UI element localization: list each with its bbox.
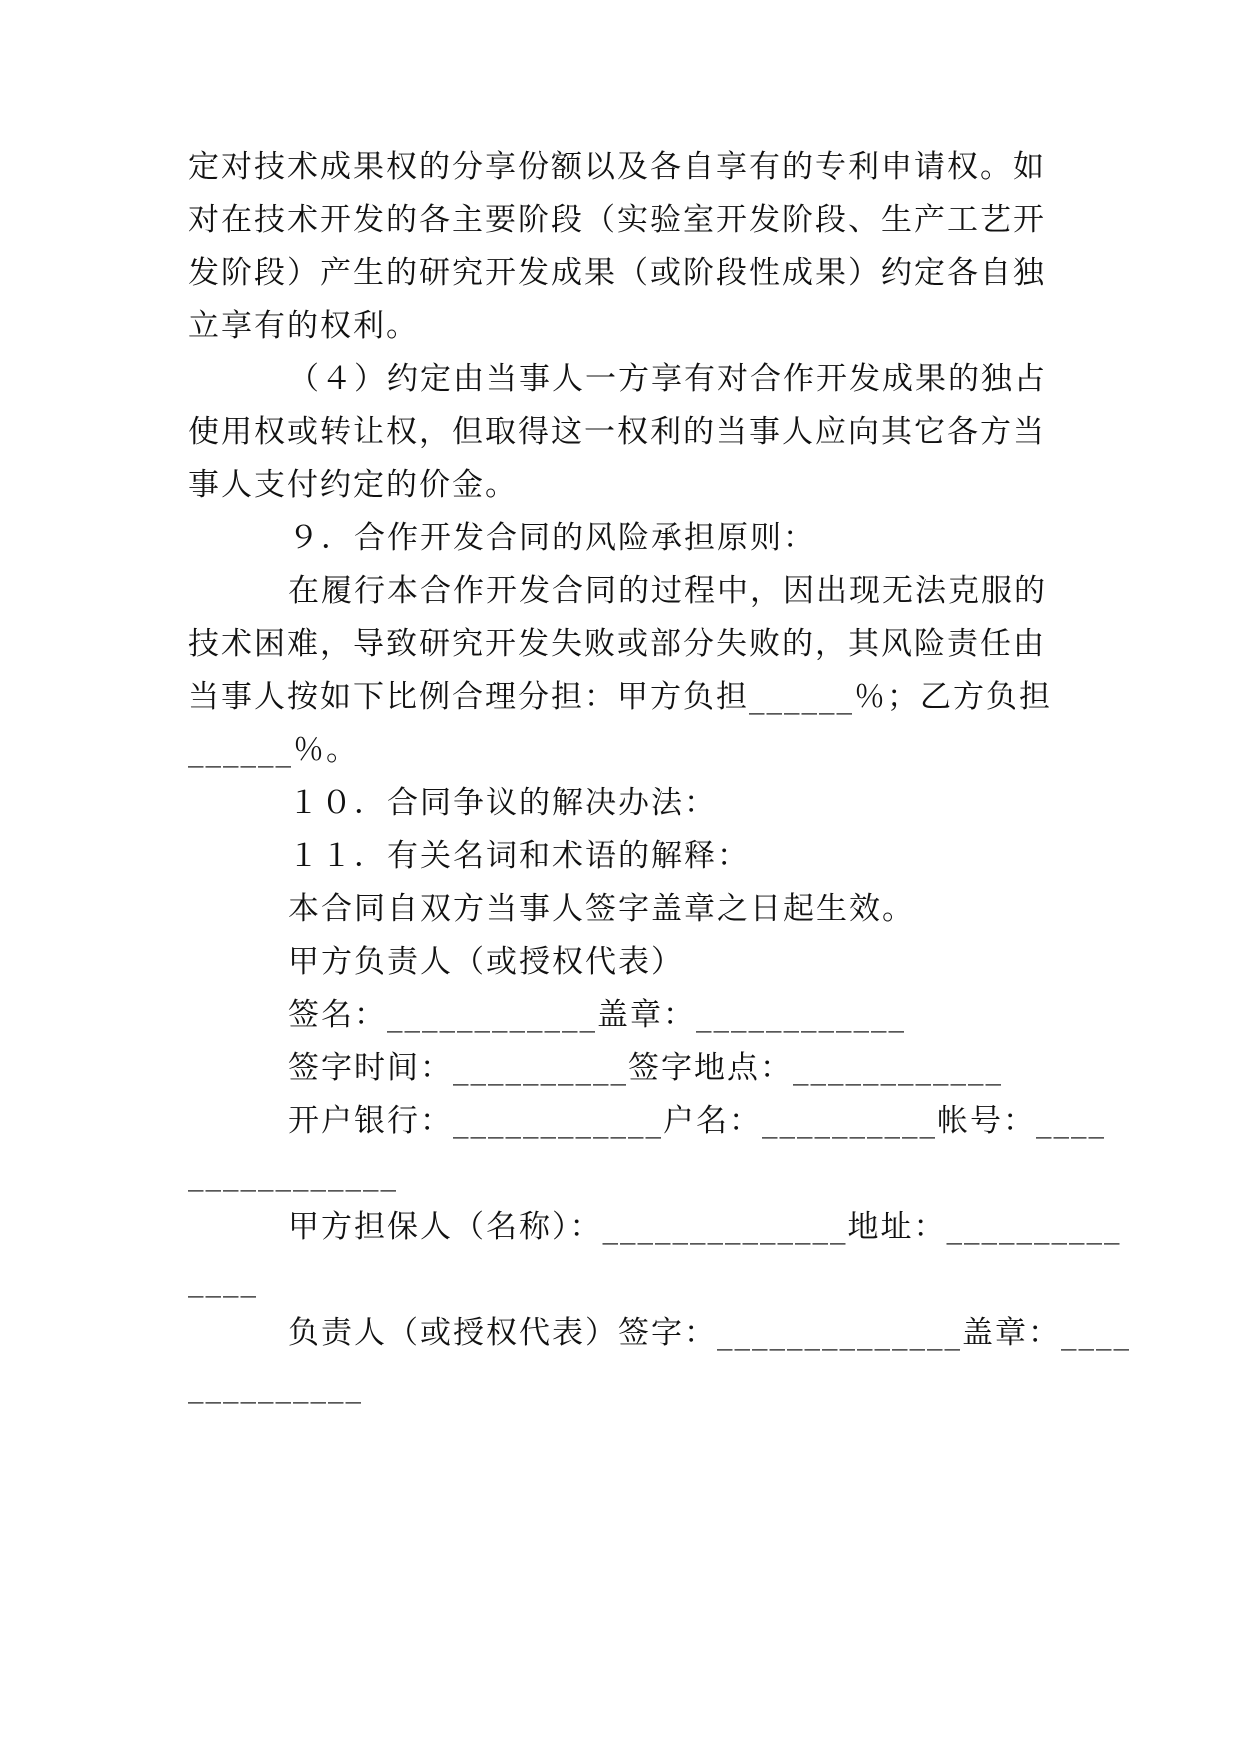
risk-share-line: ______％。 (188, 732, 359, 768)
paragraph-line: 对在技术开发的各主要阶段（实验室开发阶段、生产工艺开 (188, 202, 1046, 238)
bank-account-line-continued: ____________ (188, 1156, 398, 1192)
guarantor-line-continued: ____ (188, 1262, 258, 1298)
bank-account-line: 开户银行：____________户名：__________帐号：____ (288, 1103, 1106, 1139)
section-heading-10: １０．合同争议的解决办法： (288, 785, 717, 821)
paragraph-line: 使用权或转让权，但取得这一权利的当事人应向其它各方当 (188, 414, 1046, 450)
guarantor-signature-line-continued: __________ (188, 1368, 363, 1404)
guarantor-signature-line: 负责人（或授权代表）签字：______________盖章：____ (288, 1315, 1131, 1351)
sign-time-place-line: 签字时间：__________签字地点：____________ (288, 1050, 1003, 1086)
guarantor-line: 甲方担保人（名称）：______________地址：__________ (288, 1209, 1122, 1245)
party-a-representative-label: 甲方负责人（或授权代表） (288, 944, 684, 980)
section-heading-11: １１．有关名词和术语的解释： (288, 838, 750, 874)
paragraph-line: 事人支付约定的价金。 (188, 467, 518, 503)
paragraph-line: 立享有的权利。 (188, 308, 419, 344)
paragraph-line: 在履行本合作开发合同的过程中，因出现无法克服的 (288, 573, 1047, 609)
effective-clause: 本合同自双方当事人签字盖章之日起生效。 (288, 891, 915, 927)
paragraph-line: 技术困难，导致研究开发失败或部分失败的，其风险责任由 (188, 626, 1046, 662)
section-heading-9: ９．合作开发合同的风险承担原则： (288, 520, 816, 556)
risk-share-line: 当事人按如下比例合理分担：甲方负担______％；乙方负担 (188, 679, 1052, 715)
signature-seal-line: 签名：____________盖章：____________ (288, 997, 906, 1033)
paragraph-line: 发阶段）产生的研究开发成果（或阶段性成果）约定各自独 (188, 255, 1046, 291)
clause-4-line: （４）约定由当事人一方享有对合作开发成果的独占 (288, 361, 1047, 397)
paragraph-line: 定对技术成果权的分享份额以及各自享有的专利申请权。如 (188, 149, 1046, 185)
